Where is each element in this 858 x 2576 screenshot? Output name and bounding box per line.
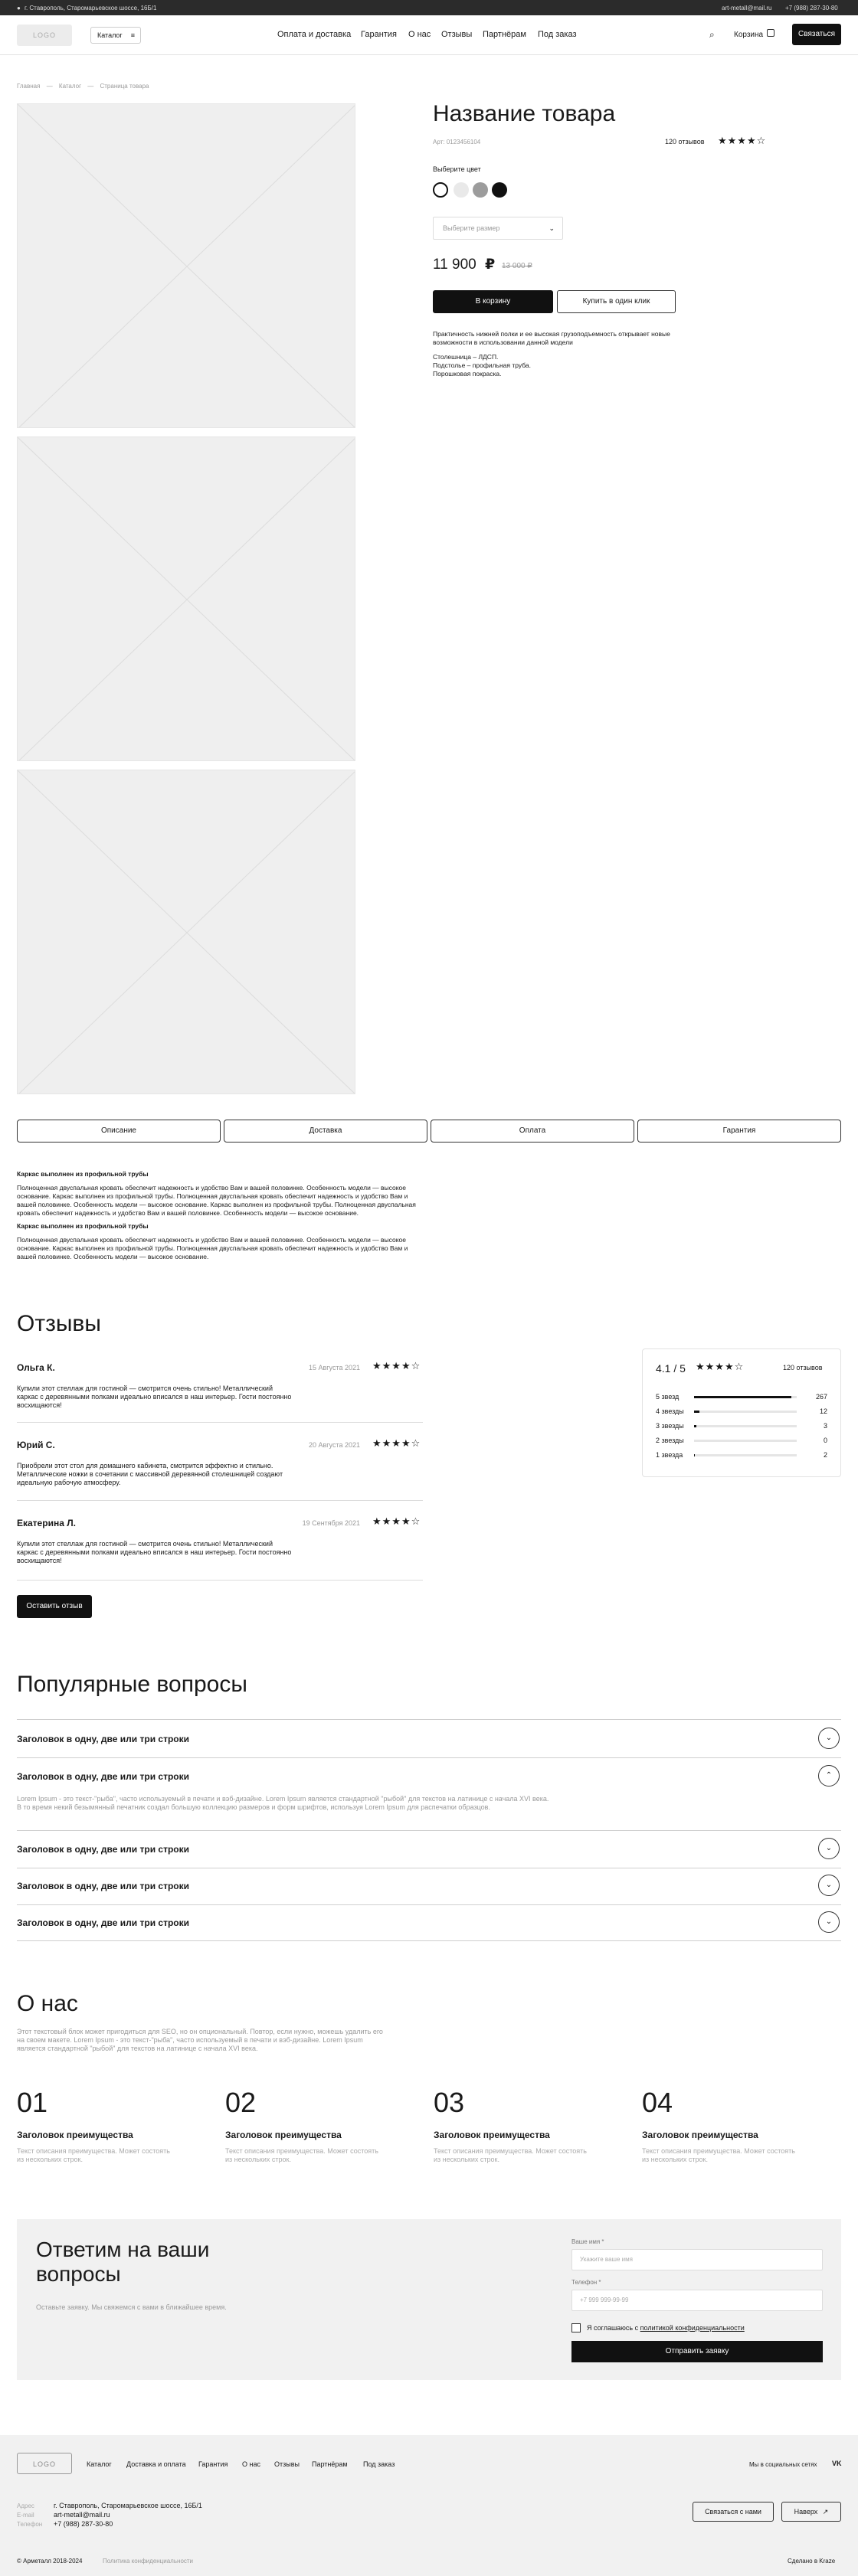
- nav-reviews[interactable]: Отзывы: [441, 30, 473, 39]
- size-placeholder: Выберите размер: [443, 224, 500, 232]
- image-placeholder-icon: [18, 770, 355, 1094]
- advantage-desc: Текст описания преимущества. Может состоять из нескольких строк.: [17, 2147, 170, 2163]
- footer-nav-item[interactable]: Партнёрам: [312, 2460, 348, 2468]
- faq-question[interactable]: Заголовок в одну, две или три строки: [17, 1771, 189, 1782]
- tab-description[interactable]: Описание: [17, 1120, 221, 1143]
- rating-bar-fill: [694, 1396, 791, 1398]
- product-spec: Столешница – ЛДСП.: [433, 353, 499, 361]
- image-placeholder-icon: [18, 104, 355, 428]
- rating-row-count: 2: [823, 1451, 827, 1459]
- color-swatch-light-gray[interactable]: [454, 182, 469, 198]
- submit-button[interactable]: Отправить заявку: [571, 2341, 823, 2362]
- reviews-count[interactable]: 120 отзывов: [665, 138, 705, 145]
- faq-question[interactable]: Заголовок в одну, две или три строки: [17, 1734, 189, 1744]
- advantage-number: 01: [17, 2087, 48, 2118]
- footer-nav-item[interactable]: О нас: [242, 2460, 260, 2468]
- price-value: 11 900: [433, 257, 476, 273]
- footer-nav-item[interactable]: Отзывы: [274, 2460, 300, 2468]
- footer-nav-item[interactable]: Каталог: [87, 2460, 112, 2468]
- expand-icon[interactable]: ⌄: [818, 1728, 840, 1749]
- rating-stars: ★★★★☆: [696, 1361, 745, 1372]
- logo[interactable]: LOGO: [17, 25, 72, 46]
- leave-review-button[interactable]: Оставить отзыв: [17, 1595, 92, 1618]
- rating-bar-fill: [694, 1425, 696, 1427]
- advantage-desc: Текст описания преимущества. Может состоять из нескольких строк.: [225, 2147, 378, 2163]
- divider: [17, 1422, 423, 1423]
- review-stars: ★★★★☆: [372, 1437, 421, 1449]
- catalog-label: Каталог: [97, 31, 123, 39]
- breadcrumb-current: Страница товара: [100, 83, 149, 90]
- footer-privacy-link[interactable]: Политика конфиденциальности: [103, 2558, 194, 2565]
- review-stars: ★★★★☆: [372, 1360, 421, 1371]
- footer-logo[interactable]: LOGO: [17, 2453, 72, 2474]
- advantage-title: Заголовок преимущества: [225, 2130, 342, 2140]
- color-swatch-white[interactable]: [433, 182, 448, 198]
- divider: [17, 1830, 841, 1831]
- about-text: Этот текстовый блок может пригодиться для SEO, но он опциональный. Повтор, если нужно, можешь удалить его на своем макете. Lorem Ipsum - это текст-"рыба", часто используемый в печати и вэб-дизайне. Lorem Ipsum является стандартной "рыбой" для текстов на латинице с начала XVI века.: [17, 2028, 383, 2052]
- faq-question[interactable]: Заголовок в одну, две или три строки: [17, 1844, 189, 1855]
- footer-nav-item[interactable]: Доставка и оплата: [126, 2460, 186, 2468]
- rating-row-count: 0: [823, 1437, 827, 1444]
- rating-row-count: 267: [815, 1393, 827, 1401]
- divider: [17, 1580, 423, 1581]
- advantage-title: Заголовок преимущества: [17, 2130, 133, 2140]
- color-label: Выберите цвет: [433, 165, 481, 173]
- contact-title-line: вопросы: [36, 2262, 121, 2286]
- footer-contact-button[interactable]: Связаться с нами: [693, 2502, 774, 2522]
- phone-label: Телефон *: [571, 2279, 601, 2286]
- rating-row-label: 3 звезды: [656, 1422, 684, 1430]
- collapse-icon[interactable]: ⌃: [818, 1765, 840, 1787]
- old-price: 13 000 ₽: [502, 262, 532, 270]
- footer-address: г. Ставрополь, Старомарьевское шоссе, 16Б/1: [54, 2502, 202, 2509]
- scroll-top-button[interactable]: [781, 2502, 841, 2522]
- topbar-email[interactable]: art-metall@mail.ru: [722, 5, 772, 11]
- size-select[interactable]: [433, 217, 563, 240]
- divider: [17, 1500, 423, 1501]
- product-title: Название товара: [433, 101, 616, 126]
- nav-delivery[interactable]: Оплата и доставка: [277, 30, 352, 39]
- name-input[interactable]: Укажите ваше имя: [571, 2249, 823, 2270]
- advantage-number: 04: [642, 2087, 673, 2118]
- review-stars: ★★★★☆: [372, 1515, 421, 1527]
- contact-title: [36, 2238, 209, 2287]
- divider: [17, 1757, 841, 1758]
- description-heading: Каркас выполнен из профильной трубы: [17, 1222, 149, 1230]
- divider: [17, 1904, 841, 1905]
- footer-phone[interactable]: +7 (988) 287-30-80: [54, 2520, 113, 2528]
- rating-bar: [694, 1411, 797, 1413]
- expand-icon[interactable]: ⌄: [818, 1838, 840, 1859]
- about-title: О нас: [17, 1991, 78, 2016]
- tab-guarantee[interactable]: Гарантия: [637, 1120, 841, 1143]
- tab-delivery[interactable]: Доставка: [224, 1120, 427, 1143]
- color-swatch-gray[interactable]: [473, 182, 488, 198]
- add-to-cart-button[interactable]: В корзину: [433, 290, 553, 313]
- nav-guarantee[interactable]: Гарантия: [361, 30, 397, 39]
- rating-row-label: 2 звезды: [656, 1437, 684, 1444]
- topbar-address: г. Ставрополь, Старомарьевское шоссе, 16Б/1: [25, 5, 157, 11]
- scroll-top-label: Наверх: [794, 2508, 818, 2516]
- product-sku: Арт: 0123456104: [433, 139, 481, 145]
- advantage-number: 03: [434, 2087, 465, 2118]
- privacy-policy-link[interactable]: политикой конфиденциальности: [640, 2324, 745, 2332]
- consent-checkbox[interactable]: [571, 2323, 581, 2332]
- advantage-title: Заголовок преимущества: [642, 2130, 758, 2140]
- footer-nav-item[interactable]: Под заказ: [363, 2460, 395, 2468]
- address-key: Адрес: [17, 2502, 34, 2509]
- nav-partners[interactable]: Партнёрам: [483, 30, 526, 39]
- faq-title: Популярные вопросы: [17, 1672, 247, 1697]
- faq-question[interactable]: Заголовок в одну, две или три строки: [17, 1917, 189, 1928]
- nav-custom[interactable]: Под заказ: [538, 30, 577, 39]
- advantage-desc: Текст описания преимущества. Может состоять из нескольких строк.: [434, 2147, 587, 2163]
- contact-title-line: Ответим на ваши: [36, 2238, 210, 2261]
- rating-row-count: 3: [823, 1422, 827, 1430]
- review-date: 20 Августа 2021: [308, 1441, 360, 1449]
- made-by[interactable]: Сделано в Kraze: [788, 2558, 836, 2565]
- contact-button[interactable]: Связаться: [792, 24, 841, 45]
- breadcrumb: [17, 83, 149, 90]
- currency: ₽: [484, 257, 496, 273]
- rating-bar: [694, 1440, 797, 1442]
- description-text: Полноценная двуспальная кровать обеспечит надежность и удобство Вам и вашей половинке. Особенность модели — высокое основание. Каркас выполнен из профильной трубы. Полноценная двуспальная кровать обеспечит надежность и удобство Вам и вашей половинке. Особенность модели — высокое основание.: [17, 1236, 408, 1260]
- rating-row-label: 4 звезды: [656, 1407, 684, 1415]
- faq-answer: Lorem Ipsum - это текст-"рыба", часто используемый в печати и вэб-дизайне. Lorem Ipsum является стандартной "рыбой" для текстов на латинице с начала XVI века. В то время некий безымянный печатник создал большую коллекцию размеров и форм шрифтов, используя Lorem Ipsum для распечатки образцов.: [17, 1795, 549, 1811]
- copyright: © Арметалл 2018-2024: [17, 2558, 83, 2565]
- advantage-number: 02: [225, 2087, 257, 2118]
- footer-email[interactable]: art-metall@mail.ru: [54, 2511, 110, 2519]
- email-key: E-mail: [17, 2512, 34, 2519]
- buy-one-click-button[interactable]: Купить в один клик: [557, 290, 676, 313]
- arrow-up-right-icon: ↗: [822, 2508, 829, 2516]
- expand-icon[interactable]: ⌄: [818, 1911, 840, 1933]
- review-text: Купили этот стеллаж для гостиной — смотрится очень стильно! Металлический каркас с деревянными полками идеально вписался в наш интерьер. Гости постоянно восхищаются!: [17, 1540, 292, 1564]
- cart-icon[interactable]: [767, 29, 774, 37]
- social-label: Мы в социальных сетях: [749, 2461, 817, 2468]
- search-icon[interactable]: ⌕: [709, 29, 715, 40]
- review-text: Купили этот стеллаж для гостиной — смотрится очень стильно! Металлический каркас с деревянными полками идеально вписался в наш интерьер. Гости постоянно восхищаются!: [17, 1384, 292, 1409]
- nav-about[interactable]: О нас: [408, 30, 431, 39]
- review-author: Ольга К.: [17, 1362, 55, 1373]
- contact-subtitle: Оставьте заявку. Мы свяжемся с вами в ближайшее время.: [36, 2303, 227, 2311]
- rating-bar: [694, 1396, 797, 1398]
- consent-prefix: Я соглашаюсь с: [587, 2324, 639, 2332]
- menu-icon: ≡: [130, 31, 135, 39]
- phone-input[interactable]: +7 999 999-99-99: [571, 2290, 823, 2311]
- topbar-phone[interactable]: +7 (988) 287-30-80: [785, 5, 838, 11]
- rating-bar-fill: [694, 1454, 695, 1456]
- phone-key: Телефон: [17, 2521, 43, 2528]
- breadcrumb-home[interactable]: Главная: [17, 83, 41, 90]
- vk-icon[interactable]: VK: [832, 2460, 842, 2467]
- review-author: Юрий С.: [17, 1440, 55, 1450]
- review-text: Приобрели этот стол для домашнего кабинета, смотрится эффектно и стильно. Металлические ножки в сочетании с массивной деревянной столешницей создают идеальную рабочую атмосферу.: [17, 1462, 283, 1486]
- divider: [17, 1940, 841, 1941]
- advantage-desc: Текст описания преимущества. Может состоять из нескольких строк.: [642, 2147, 795, 2163]
- review-date: 19 Сентября 2021: [302, 1519, 360, 1527]
- rating-bar-fill: [694, 1411, 699, 1413]
- product-spec: Подстолье – профильная труба.: [433, 361, 531, 369]
- breadcrumb-catalog[interactable]: Каталог: [58, 83, 82, 90]
- tab-payment[interactable]: Оплата: [431, 1120, 634, 1143]
- product-image[interactable]: [17, 770, 355, 1094]
- rating-row-label: 1 звезда: [656, 1451, 683, 1459]
- cart-link[interactable]: Корзина: [734, 31, 764, 39]
- expand-icon[interactable]: ⌄: [818, 1875, 840, 1896]
- rating-bar: [694, 1454, 797, 1456]
- rating-row-count: 12: [819, 1407, 827, 1415]
- consent-text: [587, 2324, 745, 2332]
- top-bar: [0, 0, 858, 15]
- review-date: 15 Августа 2021: [308, 1364, 360, 1371]
- reviews-title: Отзывы: [17, 1311, 101, 1336]
- advantage-title: Заголовок преимущества: [434, 2130, 550, 2140]
- catalog-button[interactable]: [90, 27, 141, 44]
- faq-question[interactable]: Заголовок в одну, две или три строки: [17, 1881, 189, 1891]
- rating-score: 4.1 / 5: [656, 1362, 686, 1375]
- rating-count: 120 отзывов: [783, 1364, 823, 1371]
- chevron-down-icon: ⌄: [549, 224, 555, 232]
- product-image[interactable]: [17, 436, 355, 761]
- price: [433, 256, 495, 273]
- location-icon: ●: [17, 5, 21, 11]
- description-text: Полноценная двуспальная кровать обеспечит надежность и удобство Вам и вашей половинке. Особенность модели — высокое основание. Каркас выполнен из профильной трубы. Полноценная двуспальная кровать обеспечит надежность и удобство Вам и вашей половинке. Особенность модели — высокое основание. Каркас выполнен из профильной трубы. Полноценная двуспальная кровать обеспечит надежность и удобство Вам и вашей половинке. Особенность модели — высокое основание.: [17, 1184, 416, 1217]
- rating-stars: ★★★★☆: [718, 135, 767, 146]
- product-image[interactable]: [17, 103, 355, 428]
- review-author: Екатерина Л.: [17, 1518, 76, 1528]
- breadcrumb-separator: —: [46, 83, 53, 90]
- color-swatch-black[interactable]: [492, 182, 507, 198]
- image-placeholder-icon: [18, 437, 355, 761]
- breadcrumb-separator: —: [87, 83, 94, 90]
- product-spec: Порошковая покраска.: [433, 370, 502, 378]
- description-heading: Каркас выполнен из профильной трубы: [17, 1170, 149, 1178]
- divider: [17, 1719, 841, 1720]
- product-description: Практичность нижней полки и ее высокая грузоподъемность открывает новые возможности в использовании данной модели: [433, 330, 670, 346]
- rating-row-label: 5 звезд: [656, 1393, 680, 1401]
- name-label: Ваше имя *: [571, 2238, 604, 2245]
- footer-nav-item[interactable]: Гарантия: [198, 2460, 228, 2468]
- rating-bar: [694, 1425, 797, 1427]
